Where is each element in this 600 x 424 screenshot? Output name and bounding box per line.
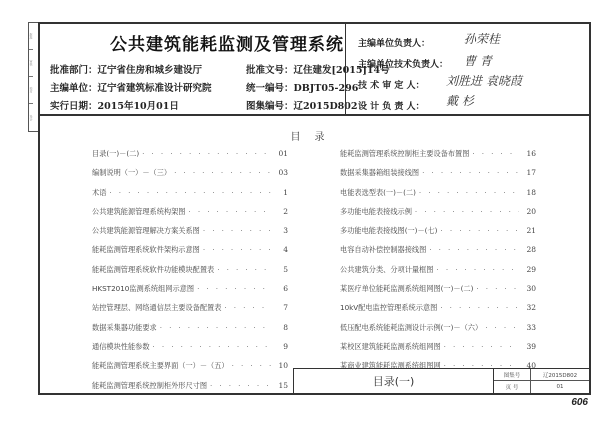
approval-document-no: 批准文号：辽住建发[2015]14号 [246,65,390,76]
toc-entry[interactable]: 电能表选型表(一)－(二) · · · 18 [340,188,536,207]
signature: 刘胜进 袁晓葭 [446,74,522,88]
title-block [293,368,589,393]
toc-left-column [92,149,288,400]
toc-entry[interactable]: 通信模块性能参数 · · · 9 [92,342,288,361]
approval-dept: 批准部门：辽宁省住房和城乡建设厅 [50,65,203,76]
signature: 孙荣桂 [464,32,501,46]
toc-entry[interactable]: 多功能电能表接线图(一)－(七) · · · 21 [340,226,536,245]
atlas-no-label: 图集号 [494,369,530,381]
strip-cell: 校对 [29,77,33,104]
page-no-label: 页 号 [505,385,519,391]
toc-entry[interactable]: 多功能电能表接线示例 · · · 20 [340,207,536,226]
toc-entry[interactable]: 能耗监测管理系统控制柜外形尺寸图 · · · 15 [92,381,288,400]
toc-entry[interactable]: 术语 · · · 1 [92,188,288,207]
toc-entry[interactable]: 某校区建筑能耗监测系统组网图 · · · 39 [340,342,536,361]
toc-entry[interactable]: 能耗监测管理系统主要界面（一）－（五） · · · 10 [92,361,288,380]
toc-heading: 目录 [290,132,339,143]
unified-code: 统一编号：DBJT05-296 [246,83,359,94]
strip-cell: 批准 [29,23,33,50]
responsibility-block [345,24,589,114]
drawing-sheet [38,22,591,395]
toc-entry[interactable]: 公共建筑能源管理解决方案关系图 · · · 3 [92,226,288,245]
sheet-name: 目录(一) [372,375,415,388]
resp-label: 设 计 负 责 人： [358,102,425,112]
cover-header [40,24,589,116]
page-number: 606 [571,397,588,408]
toc-entry[interactable]: 数据采集器箱组装接线图 · · · 17 [340,168,536,187]
atlas-no-value: 辽2015D802 [530,369,589,381]
resp-label: 主编单位负责人： [358,39,431,49]
toc-entry[interactable]: 目录(一)－(二) · · · 01 [92,149,288,168]
resp-label: 主编单位技术负责人： [358,60,449,70]
header-info [40,24,390,114]
atlas-code: 图集编号：辽2015D802 [246,101,358,112]
toc-entry[interactable]: 数据采集器功能要求 · · · 8 [92,323,288,342]
strip-cell: 设计 [29,114,33,121]
toc-entry[interactable]: 10kV配电监控管理系统示意图 · · · 32 [340,303,536,322]
signature: 曹 青 [464,54,492,68]
side-signature-strip [28,22,38,132]
toc-entry[interactable]: 能耗监测管理系统软件功能模块配置表 · · · 5 [92,265,288,284]
effective-date: 实行日期：2015年10月01日 [50,101,179,112]
toc-entry[interactable]: 某商业建筑能耗监测系统组图网 · · · 40 [340,361,536,380]
toc-right-column [340,149,536,381]
toc-entry[interactable]: 编制说明（一）－（三） · · · 03 [92,168,288,187]
chief-editor-unit: 主编单位：辽宁省建筑标准设计研究院 [50,83,212,94]
toc-entry[interactable]: 公共建筑分类、分项计量框图 · · · 29 [340,265,536,284]
toc-entry[interactable]: 站控管理层、网络通信层主要设备配置表 · · · 7 [92,303,288,322]
toc-entry[interactable]: HKST2010监测系统组网示意图 · · · 6 [92,284,288,303]
page-no-value: 01 [530,381,589,393]
title-block-grid [493,369,589,393]
toc-entry[interactable]: 能耗监测管理系统软件架构示意图 · · · 4 [92,245,288,264]
toc-entry[interactable]: 低压配电系统能耗监测设计示例(一)－（六） · · · 33 [340,323,536,342]
toc-entry[interactable]: 公共建筑能源管理系统构架图 · · · 2 [92,207,288,226]
document-title: 公共建筑能耗监测及管理系统 [110,35,344,55]
signature: 戴 杉 [446,94,474,108]
resp-label: 技 术 审 定 人： [358,81,425,91]
toc-entry[interactable]: 电容自动补偿控制器接线图 · · · 28 [340,245,536,264]
toc-entry[interactable]: 某医疗单位能耗监测系统组网图(一)－(二) · · · 30 [340,284,536,303]
toc-entry[interactable]: 能耗监测管理系统控制柜主要设备布置图 · · · 16 [340,149,536,168]
strip-cell: 审核 [29,50,33,77]
